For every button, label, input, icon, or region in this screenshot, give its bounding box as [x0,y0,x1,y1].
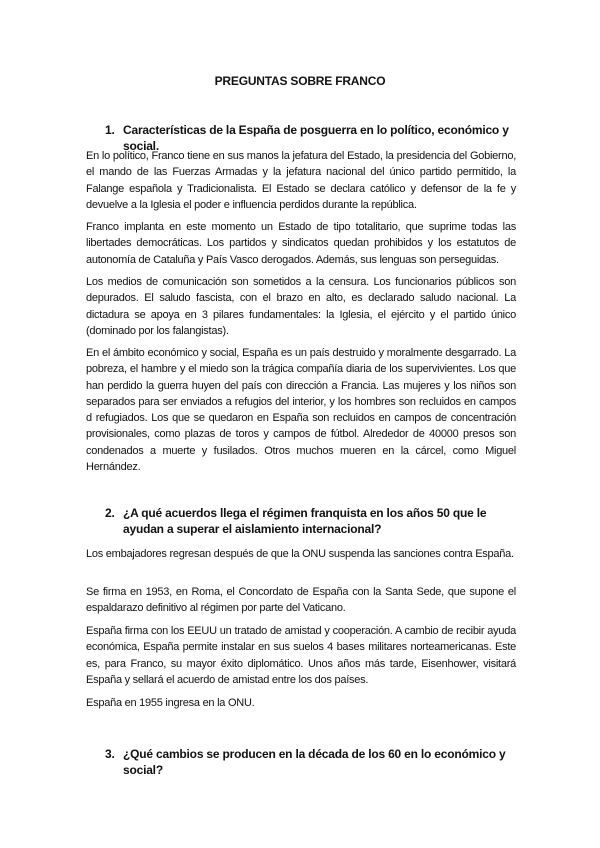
question-number: 1. [105,123,115,137]
question-text: ¿A qué acuerdos llega el régimen franquista en los años 50 que le ayudan a superar el aislamiento internacional? [123,506,487,536]
paragraph: España en 1955 ingresa en la ONU. [86,697,255,709]
question-3-heading [105,746,517,778]
page-title: PREGUNTAS SOBRE FRANCO [214,74,386,88]
paragraph: España firma con los EEUU un tratado de amistad y cooperación. A cambio de recibir ayuda económica, España permite instalar en sus suelos 4 bases militares norteamericanas. Este es, para Franco, su mayor éxito diplomático. Unos años más tarde, Eisenhower, visitará España y sellará el acuerdo de amistad entre los dos países. [86,625,516,686]
paragraph: Los medios de comunicación son sometidos a la censura. Los funcionarios públicos son depurados. El saludo fascista, con el brazo en alto, es declarado saludo nacional. La dictadura se apoya en 3 pilares fundamentales: la Iglesia, el ejército y el partido único (dominado por los falangistas). [86,276,516,337]
question-number: 2. [105,506,115,520]
paragraph: En lo político, Franco tiene en sus manos la jefatura del Estado, la presidencia del Gobierno, el mando de las Fuerzas Armadas y la jefatura nacional del único partido permitido, la Falange española y Tradicionalista. El Estado se declara católico y defensor de la fe y devuelve a la Iglesia el poder e influencia perdidos durante la república. [86,150,516,211]
question-2-heading [105,505,517,537]
question-text: Características de la España de posguerra en lo político, económico y social. [123,123,509,153]
paragraph: Se firma en 1953, en Roma, el Concordato de España con la Santa Sede, que supone el espaldarazo definitivo al régimen por parte del Vaticano. [86,586,516,615]
paragraph: Los embajadores regresan después de que la ONU suspenda las sanciones contra España. [86,548,514,560]
paragraph: En el ámbito económico y social, España es un país destruido y moralmente desgarrado. La pobreza, el hambre y el miedo son la trágica compañía diaria de los supervivientes. Los que han perdido la guerra huyen del país con dirección a Francia. Las mujeres y los niños son separados para ser enviados a refugios del interior, y los hombres son recluidos en campos d refugiados. Los que se quedaron en España son recluidos en campos de concentración provisionales, como plazas de toros y campos de fútbol. Alrededor de 40000 presos son condenados a muerte y fusilados. Otros muchos mueren en la cárcel, como Miguel Hernández. [86,347,516,474]
question-number: 3. [105,747,115,761]
paragraph: Franco implanta en este momento un Estado de tipo totalitario, que suprime todas las libertades democráticas. Los partidos y sindicatos quedan prohibidos y los estatutos de autonomía de Cataluña y País Vasco derogados. Además, sus lenguas son perseguidas. [86,221,516,266]
question-text: ¿Qué cambios se producen en la década de los 60 en lo económico y social? [123,747,506,777]
